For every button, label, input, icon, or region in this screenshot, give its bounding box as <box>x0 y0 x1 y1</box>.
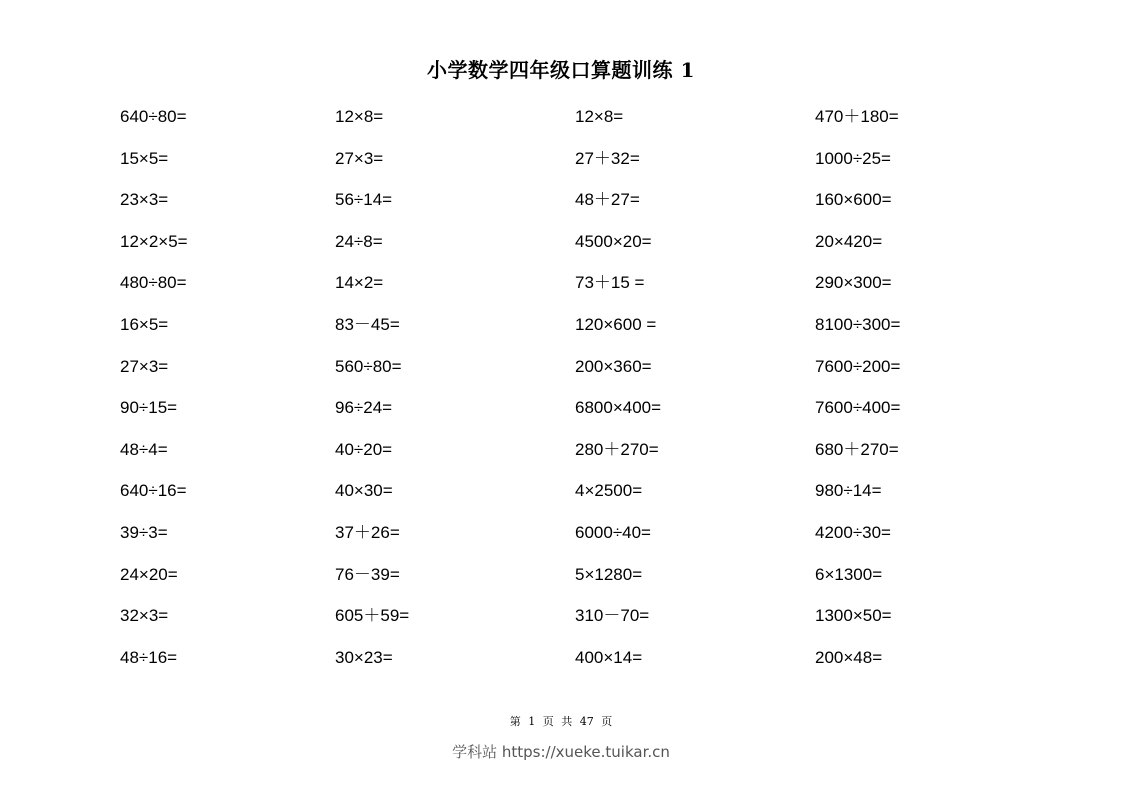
problem-item: 5×1280= <box>575 564 643 584</box>
problem-item: 6800×400= <box>575 398 662 418</box>
problem-item: 48÷16= <box>120 647 178 667</box>
problem-item: 12×2×5= <box>120 231 188 251</box>
problem-item: 7600÷200= <box>815 356 901 376</box>
problem-item: 605＋59= <box>335 606 410 626</box>
problem-item: 200×360= <box>575 356 652 376</box>
problem-item: 400×14= <box>575 647 643 667</box>
problem-item: 12×8= <box>575 107 624 126</box>
page-title: 小学数学四年级口算题训练 1 <box>427 58 695 82</box>
problem-item: 280＋270= <box>575 439 659 459</box>
problem-item: 980÷14= <box>815 481 882 501</box>
watermark: 学科站 https://xueke.tuikar.cn <box>452 743 670 761</box>
problem-item: 4×2500= <box>575 481 643 501</box>
page-number: 第 1 页 共 47 页 <box>509 715 613 728</box>
problem-item: 560÷80= <box>335 356 402 376</box>
problem-item: 48＋27= <box>575 190 640 210</box>
problem-item: 680＋270= <box>815 439 899 459</box>
problem-item: 6×1300= <box>815 564 883 584</box>
problem-item: 48÷4= <box>120 439 168 459</box>
problem-item: 83－45= <box>335 314 400 334</box>
problem-item: 14×2= <box>335 273 384 293</box>
problem-item: 27×3= <box>120 356 169 376</box>
problem-item: 310－70= <box>575 606 650 626</box>
problem-item: 23×3= <box>120 190 169 210</box>
problem-item: 290×300= <box>815 273 892 293</box>
problem-item: 24÷8= <box>335 231 383 251</box>
problem-item: 6000÷40= <box>575 522 651 542</box>
problem-item: 480÷80= <box>120 273 187 293</box>
problem-item: 1000÷25= <box>815 148 891 168</box>
problem-item: 37＋26= <box>335 522 400 542</box>
problem-item: 27＋32= <box>575 148 640 168</box>
problem-item: 1300×50= <box>815 606 892 626</box>
problem-item: 90÷15= <box>120 398 178 418</box>
problem-item: 73＋15 = <box>575 273 645 293</box>
problem-item: 40÷20= <box>335 439 393 459</box>
problem-item: 12×8= <box>335 107 384 126</box>
problem-item: 27×3= <box>335 148 384 168</box>
problem-item: 76－39= <box>335 564 400 584</box>
problem-item: 640÷80= <box>120 107 187 126</box>
problem-item: 20×420= <box>815 231 883 251</box>
problem-item: 39÷3= <box>120 522 168 542</box>
problem-item: 40×30= <box>335 481 393 501</box>
problem-item: 120×600 = <box>575 314 657 334</box>
problem-item: 96÷24= <box>335 398 393 418</box>
problem-item: 24×20= <box>120 564 178 584</box>
problem-item: 160×600= <box>815 190 892 210</box>
problem-item: 8100÷300= <box>815 314 901 334</box>
problem-item: 56÷14= <box>335 190 393 210</box>
problem-item: 200×48= <box>815 647 883 667</box>
problem-item: 4200÷30= <box>815 522 891 542</box>
problem-grid <box>120 104 1000 686</box>
problem-item: 470＋180= <box>815 107 899 126</box>
problem-item: 32×3= <box>120 606 169 626</box>
problem-item: 640÷16= <box>120 481 187 501</box>
problem-item: 4500×20= <box>575 231 652 251</box>
problem-item: 15×5= <box>120 148 169 168</box>
problem-item: 30×23= <box>335 647 393 667</box>
problem-item: 16×5= <box>120 314 169 334</box>
problem-item: 7600÷400= <box>815 398 901 418</box>
